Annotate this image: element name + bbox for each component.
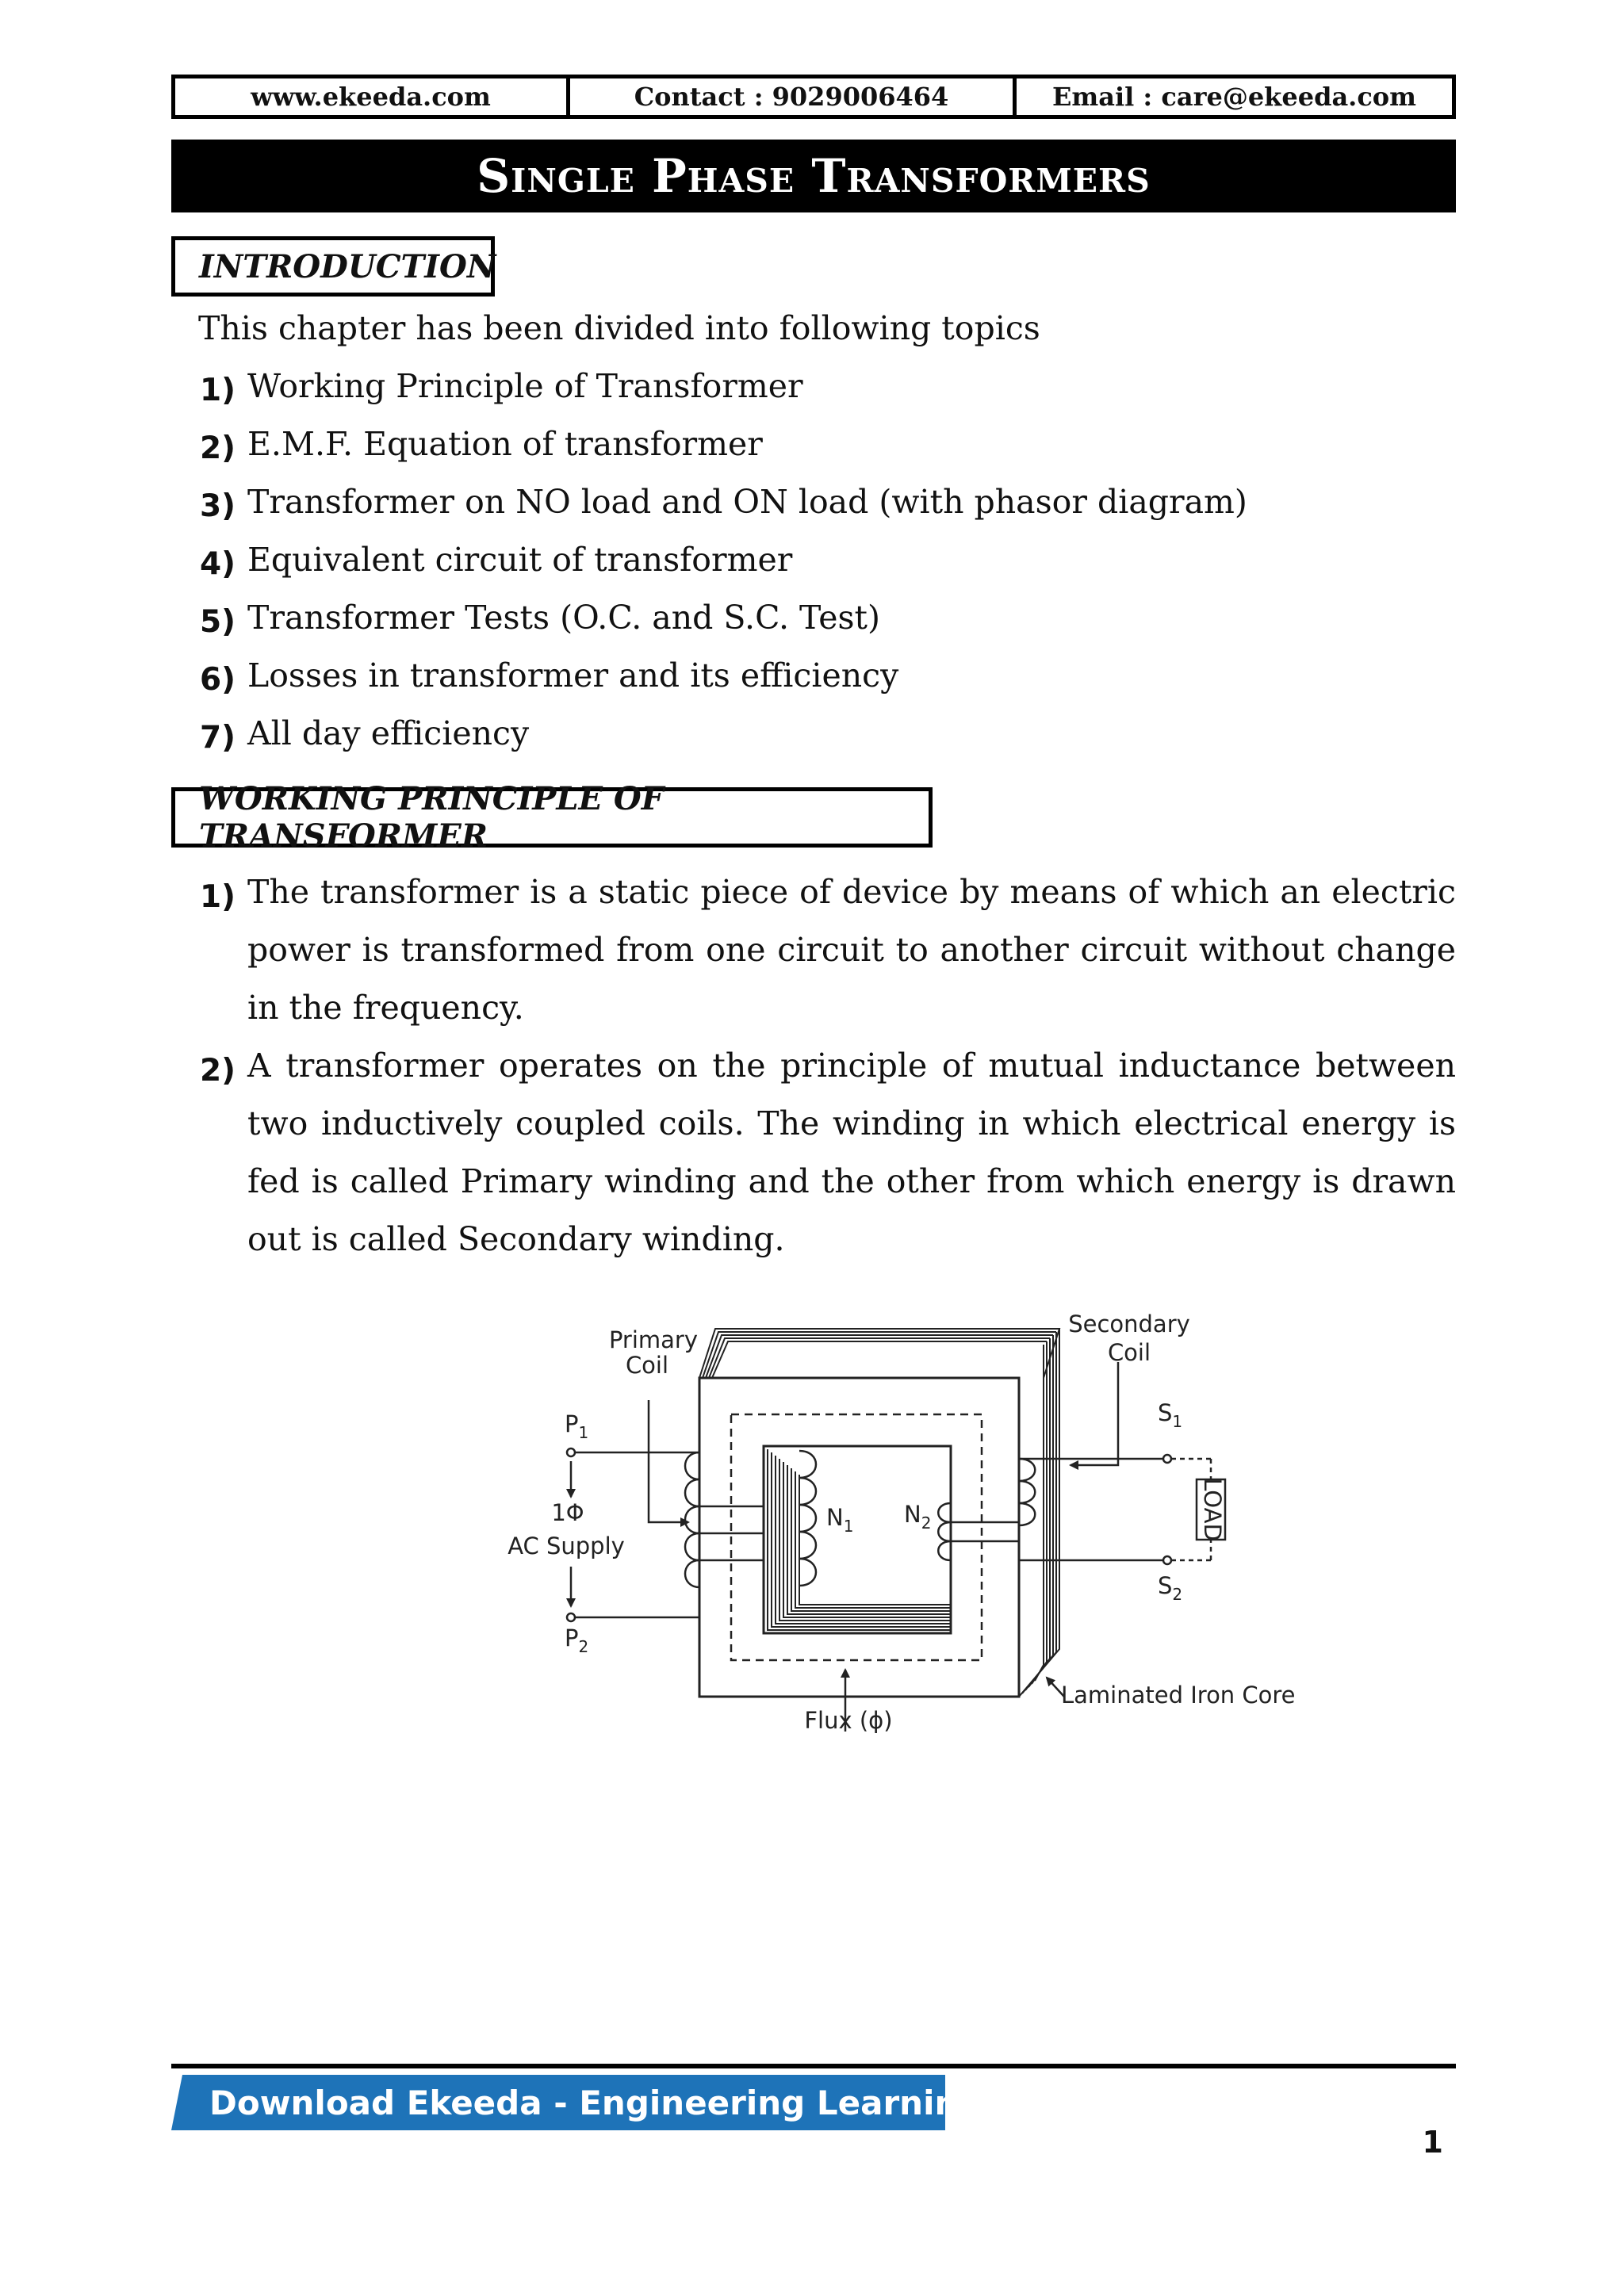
page-number: 1	[1422, 2125, 1443, 2160]
primary-coil-label-2: Coil	[625, 1352, 669, 1379]
terminal-p2: $P_2$	[565, 1624, 589, 1656]
website-link[interactable]: www.ekeeda.com	[251, 82, 491, 112]
load-wiring	[1019, 1455, 1211, 1564]
topic-number: 3)	[200, 488, 236, 524]
terminal-p1: $P_1$	[565, 1410, 589, 1442]
introduction-heading: INTRODUCTION	[171, 236, 495, 297]
topic-number: 1)	[200, 373, 236, 408]
page-title: Single Phase Transformers	[171, 140, 1456, 212]
n1-label: $N_1$	[826, 1504, 854, 1536]
terminal-s1: $S_1$	[1158, 1399, 1183, 1431]
topic-number: 6)	[200, 662, 236, 698]
topic-text: Equivalent circuit of transformer	[247, 541, 793, 579]
topic-number: 2)	[200, 430, 236, 466]
flux-label: Flux (ϕ)	[804, 1707, 893, 1734]
point-number: 2)	[200, 1053, 236, 1089]
load-label: LOAD	[1199, 1478, 1226, 1541]
topic-text: Working Principle of Transformer	[247, 367, 803, 405]
topic-text: Transformer on NO load and ON load (with phasor diagram)	[247, 483, 1247, 521]
ac-supply-label: AC Supply	[508, 1533, 625, 1559]
working-principle-heading: WORKING PRINCIPLE OF TRANSFORMER	[171, 787, 933, 848]
n2-label: $N_2$	[904, 1501, 932, 1533]
transformer-diagram	[476, 1292, 1316, 1752]
point-text: A transformer operates on the principle of mutual inductance between two inductively coupled coils. The winding in which electrical energy is fed is called Primary winding and the other from which energy is drawn out is called Secondary winding.	[247, 1047, 1456, 1258]
topic-number: 4)	[200, 546, 236, 582]
core-label: Laminated Iron Core	[1061, 1682, 1296, 1709]
secondary-coil-label: Secondary	[1068, 1311, 1190, 1337]
contact-email[interactable]: Email : care@ekeeda.com	[1013, 78, 1452, 115]
primary-coil-label: Primary	[608, 1326, 699, 1353]
contact-bar	[171, 75, 1456, 119]
supply-phase-label: 1Φ	[551, 1499, 584, 1526]
point-text: The transformer is a static piece of device by means of which an electric power is transformed from one circuit to another circuit without change in the frequency.	[247, 873, 1456, 1027]
intro-line: This chapter has been divided into following topics	[198, 309, 1040, 347]
topic-text: All day efficiency	[247, 714, 530, 752]
app-download-text[interactable]: Download Ekeeda - Engineering Learning App	[209, 2083, 1067, 2122]
secondary-coil-label-2: Coil	[1107, 1339, 1151, 1366]
contact-phone: Contact : 9029006464	[566, 78, 1013, 115]
topic-number: 7)	[200, 720, 236, 756]
topic-text: Transformer Tests (O.C. and S.C. Test)	[247, 599, 880, 637]
footer-rule	[171, 2064, 1456, 2068]
point-number: 1)	[200, 879, 236, 915]
topic-number: 5)	[200, 604, 236, 640]
topic-text: E.M.F. Equation of transformer	[247, 425, 763, 463]
topic-text: Losses in transformer and its efficiency	[247, 656, 899, 695]
terminal-s2: $S_2$	[1158, 1572, 1183, 1604]
